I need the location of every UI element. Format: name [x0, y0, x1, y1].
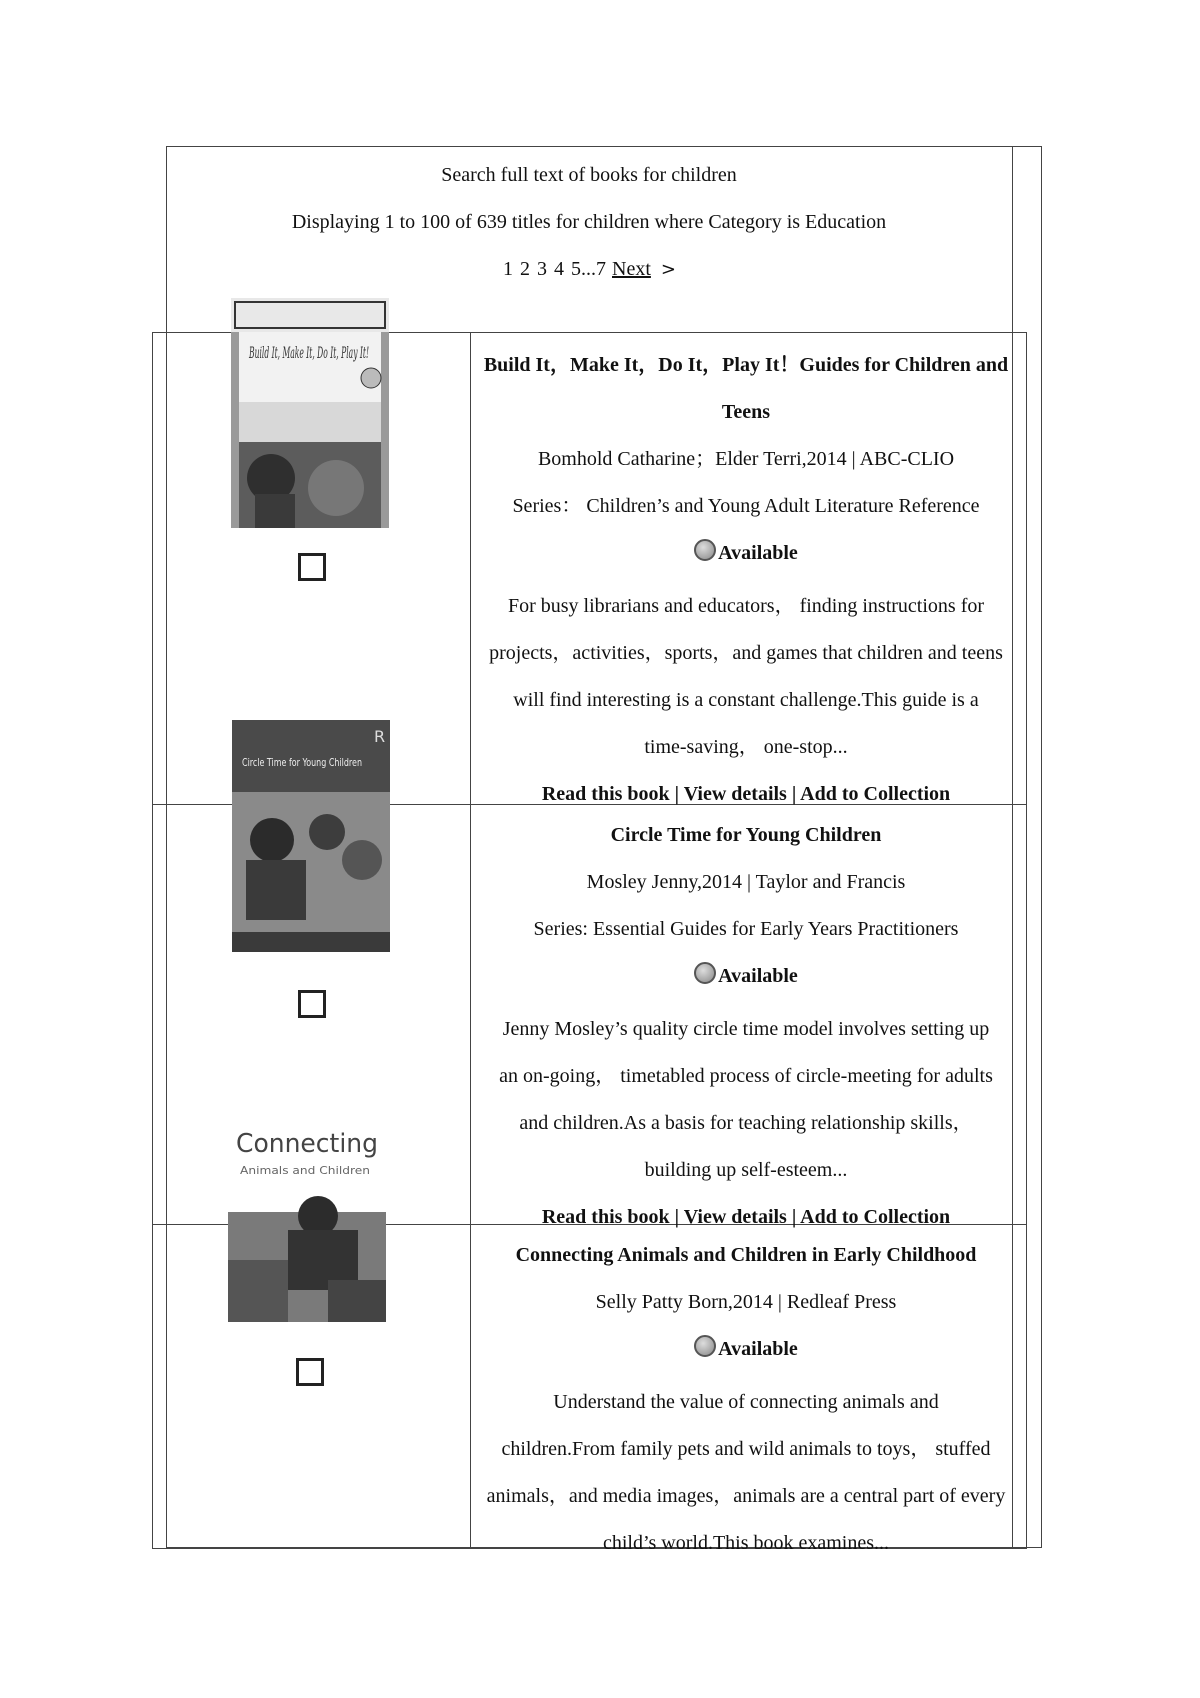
view-details-link[interactable]: View details	[683, 782, 787, 805]
description-line: For busy librarians and educators， finding instructions for	[507, 594, 985, 617]
select-checkbox-3[interactable]	[296, 1358, 324, 1386]
pagination	[166, 246, 1012, 293]
book-series-1: Series： Children’s and Young Adult Literature Reference	[512, 495, 980, 517]
table-divider	[152, 332, 153, 1548]
table-divider	[1026, 332, 1027, 1548]
description-line: projects，activities，sports，and games that children and teens	[489, 641, 1003, 664]
book-entry-3	[478, 1232, 1014, 1567]
availability-label: Available	[718, 965, 798, 987]
availability-status-2	[694, 953, 798, 1000]
separator: |	[791, 1205, 797, 1228]
book-cover-3[interactable]	[228, 1120, 386, 1322]
book-cover-image	[231, 298, 389, 528]
book-entry-2	[478, 812, 1014, 1241]
cover-subtitle-text: Animals and Children	[240, 1164, 371, 1177]
description-line: and children.As a basis for teaching relationship skills，	[519, 1111, 973, 1134]
book-title-2[interactable]: Circle Time for Young Children	[610, 824, 882, 846]
read-book-link[interactable]: Read this book	[541, 782, 670, 805]
book-actions-1	[478, 771, 1014, 818]
book-description-2	[478, 1006, 1014, 1194]
page-link-5-7[interactable]: 5...7	[571, 258, 606, 280]
book-title-1-cont[interactable]: Teens	[721, 401, 771, 423]
results-summary: Displaying 1 to 100 of 639 titles for children where Category is Education	[291, 211, 887, 233]
description-line: Jenny Mosley’s quality circle time model involves setting up	[502, 1017, 990, 1040]
book-title-1[interactable]: Build It，Make It，Do It，Play It！Guides for Children and	[483, 354, 1009, 376]
book-cover-1[interactable]	[231, 298, 389, 528]
next-page-link[interactable]: Next	[612, 258, 651, 280]
cover-title-text: Connecting	[236, 1129, 378, 1159]
description-line: Understand the value of connecting animals and	[553, 1390, 939, 1413]
availability-status-3	[694, 1326, 798, 1373]
book-cover-2[interactable]	[232, 720, 390, 952]
availability-dot-icon	[694, 1335, 716, 1357]
description-line: will find interesting is a constant challenge.This guide is a	[513, 688, 979, 711]
book-entry-1	[478, 342, 1014, 818]
page-title: Search full text of books for children	[441, 164, 737, 186]
book-cover-image	[232, 720, 390, 952]
select-checkbox-1[interactable]	[298, 553, 326, 581]
availability-label: Available	[718, 542, 798, 564]
read-book-link[interactable]: Read this book	[541, 1205, 670, 1228]
description-line: an on-going， timetabled process of circle-meeting for adults	[499, 1064, 993, 1087]
cover-title-text: Circle Time for Young Children	[242, 756, 363, 769]
availability-dot-icon	[694, 539, 716, 561]
separator: |	[791, 782, 797, 805]
book-title-3[interactable]: Connecting Animals and Children in Early Childhood	[515, 1244, 977, 1266]
add-to-collection-link[interactable]: Add to Collection	[800, 1205, 951, 1228]
description-line: animals，and media images，animals are a central part of every	[486, 1484, 1006, 1507]
availability-label: Available	[718, 1338, 798, 1360]
separator: |	[674, 1205, 680, 1228]
view-details-link[interactable]: View details	[683, 1205, 787, 1228]
publisher-logo-icon: R	[374, 727, 386, 746]
description-line: time-saving， one-stop...	[644, 735, 848, 758]
book-series-2: Series: Essential Guides for Early Years Practitioners	[533, 918, 959, 940]
description-line: children.From family pets and wild animals to toys， stuffed	[501, 1437, 991, 1460]
cover-title-text: Build It, Make It, Do It, Play It!	[248, 343, 369, 362]
description-line: building up self-esteem...	[644, 1158, 848, 1181]
availability-dot-icon	[694, 962, 716, 984]
select-checkbox-2[interactable]	[298, 990, 326, 1018]
description-line: child’s world.This book examines...	[602, 1531, 890, 1554]
page-link-1[interactable]: 1	[503, 258, 513, 280]
page-link-3[interactable]: 3	[537, 258, 547, 280]
page-link-4[interactable]: 4	[554, 258, 564, 280]
book-cover-image	[228, 1120, 386, 1322]
book-author-2: Mosley Jenny,2014 | Taylor and Francis	[586, 871, 906, 893]
add-to-collection-link[interactable]: Add to Collection	[800, 782, 951, 805]
page-link-2[interactable]: 2	[520, 258, 530, 280]
separator: |	[674, 782, 680, 805]
availability-status-1	[694, 530, 798, 577]
next-arrow-icon[interactable]: >	[660, 259, 676, 280]
book-description-3	[478, 1379, 1014, 1567]
table-divider	[470, 332, 471, 1548]
book-author-3: Selly Patty Born,2014 | Redleaf Press	[595, 1291, 897, 1313]
book-author-1: Bomhold Catharine；Elder Terri,2014 | ABC-CLIO	[537, 448, 955, 470]
book-description-1	[478, 583, 1014, 771]
